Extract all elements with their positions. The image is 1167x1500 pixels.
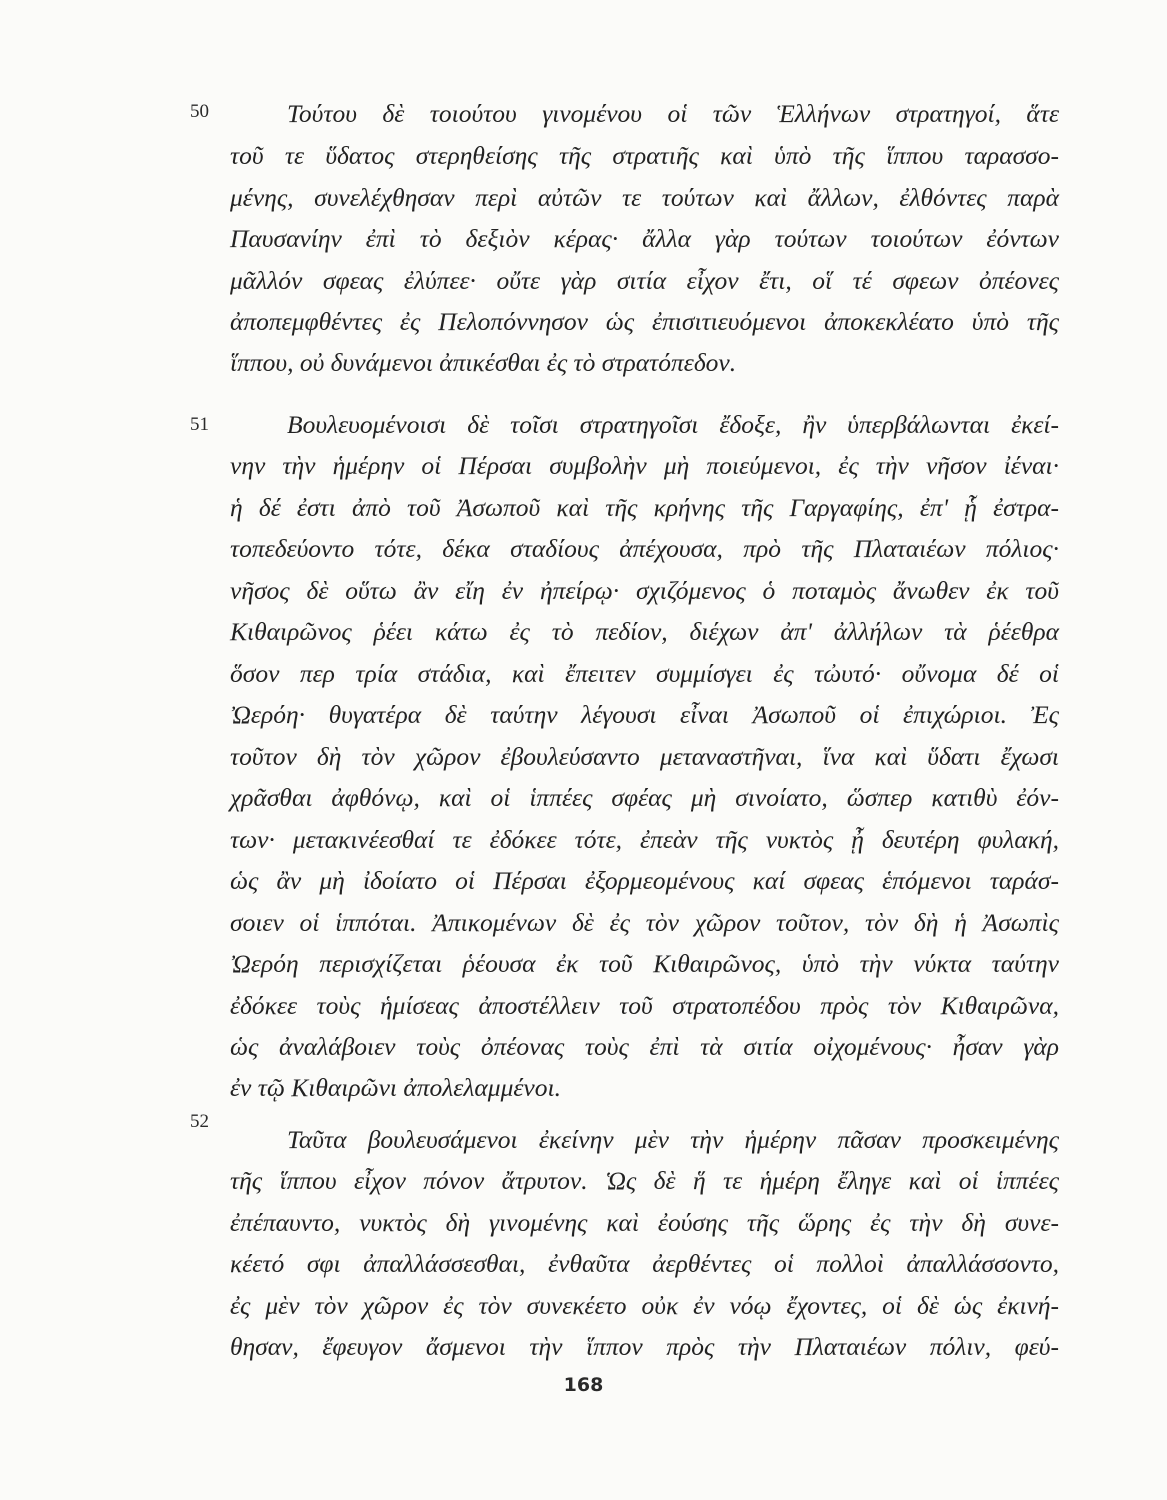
text-line: τοπεδεύοντο τότε, δέκα σταδίους ἀπέχουσα, πρὸ τῆς Πλαταιέων πόλιος·: [230, 534, 1059, 563]
text-line: ὡς ἀναλάβοιεν τοὺς ὀπέονας τοὺς ἐπὶ τὰ σιτία οἰχομένους· ἦσαν γὰρ: [230, 1032, 1059, 1061]
text-line: τοῦτον δὴ τὸν χῶρον ἐβουλεύσαντο μεταναστῆναι, ἵνα καὶ ὕδατι ἔχωσι: [230, 742, 1059, 771]
text-line: μᾶλλόν σφεας ἐλύπεε· οὔτε γὰρ σιτία εἶχον ἔτι, οἵ τέ σφεων ὀπέονες: [230, 266, 1059, 295]
text-line: μένης, συνελέχθησαν περὶ αὐτῶν τε τούτων καὶ ἄλλων, ἐλθόντες παρὰ: [230, 183, 1059, 212]
text-line: χρᾶσθαι ἀφθόνῳ, καὶ οἱ ἱππέες σφέας μὴ σινοίατο, ὥσπερ κατιθὺ ἐόν-: [230, 783, 1059, 812]
text-line: τοῦ τε ὕδατος στερηθείσης τῆς στρατιῆς καὶ ὑπὸ τῆς ἵππου ταρασσο-: [230, 141, 1059, 170]
section-number: 52: [190, 1111, 209, 1132]
text-line: θησαν, ἔφευγον ἄσμενοι τὴν ἵππον πρὸς τὴν Πλαταιέων πόλιν, φεύ-: [230, 1332, 1059, 1361]
text-line: νῆσος δὲ οὕτω ἂν εἴη ἐν ἠπείρῳ· σχιζόμενος ὁ ποταμὸς ἄνωθεν ἐκ τοῦ: [230, 576, 1059, 605]
text-line: ἀποπεμφθέντες ἐς Πελοπόννησον ὡς ἐπισιτιευόμενοι ἀποκεκλέατο ὑπὸ τῆς: [230, 307, 1059, 336]
text-line: Κιθαιρῶνος ῥέει κάτω ἐς τὸ πεδίον, διέχων ἀπ' ἀλλήλων τὰ ῥέεθρα: [230, 617, 1059, 646]
text-line: νην τὴν ἡμέρην οἱ Πέρσαι συμβολὴν μὴ ποιεύμενοι, ἐς τὴν νῆσον ἰέναι·: [230, 451, 1059, 480]
text-line: ἐπέπαυντο, νυκτὸς δὴ γινομένης καὶ ἐούσης τῆς ὥρης ἐς τὴν δὴ συνε-: [230, 1208, 1059, 1237]
text-line: ἐς μὲν τὸν χῶρον ἐς τὸν συνεκέετο οὐκ ἐν νόῳ ἔχοντες, οἱ δὲ ὡς ἐκινή-: [230, 1291, 1059, 1320]
text-line: Τούτου δὲ τοιούτου γινομένου οἱ τῶν Ἑλλήνων στρατηγοί, ἅτε: [287, 99, 1059, 128]
section-number: 50: [190, 101, 209, 122]
text-line: ἐδόκεε τοὺς ἡμίσεας ἀποστέλλειν τοῦ στρατοπέδου πρὸς τὸν Κιθαιρῶνα,: [230, 991, 1059, 1020]
text-line: κέετό σφι ἀπαλλάσσεσθαι, ἐνθαῦτα ἀερθέντες οἱ πολλοὶ ἀπαλλάσσοντο,: [230, 1249, 1059, 1278]
text-line: ἡ δέ ἐστι ἀπὸ τοῦ Ἀσωποῦ καὶ τῆς κρήνης τῆς Γαργαφίης, ἐπ' ᾗ ἐστρα-: [230, 493, 1059, 522]
text-line: Παυσανίην ἐπὶ τὸ δεξιὸν κέρας· ἄλλα γὰρ τούτων τοιούτων ἐόντων: [230, 224, 1059, 253]
text-line: ὡς ἂν μὴ ἰδοίατο οἱ Πέρσαι ἐξορμεομένους καί σφεας ἑπόμενοι ταράσ-: [230, 866, 1059, 895]
text-line: Ὠερόη περισχίζεται ῥέουσα ἐκ τοῦ Κιθαιρῶνος, ὑπὸ τὴν νύκτα ταύτην: [230, 949, 1059, 978]
text-line: τῆς ἵππου εἶχον πόνον ἄτρυτον. Ὡς δὲ ἥ τε ἡμέρη ἔληγε καὶ οἱ ἱππέες: [230, 1166, 1059, 1195]
text-line: Ταῦτα βουλευσάμενοι ἐκείνην μὲν τὴν ἡμέρην πᾶσαν προσκειμένης: [287, 1125, 1059, 1154]
text-line: ὅσον περ τρία στάδια, καὶ ἔπειτεν συμμίσγει ἐς τὠυτό· οὔνομα δέ οἱ: [230, 659, 1059, 688]
text-line: των· μετακινέεσθαί τε ἐδόκεε τότε, ἐπεὰν τῆς νυκτὸς ᾖ δευτέρη φυλακή,: [230, 825, 1059, 854]
text-line: σοιεν οἱ ἱππόται. Ἀπικομένων δὲ ἐς τὸν χῶρον τοῦτον, τὸν δὴ ἡ Ἀσωπὶς: [230, 908, 1059, 937]
text-line: Ὠερόη· θυγατέρα δὲ ταύτην λέγουσι εἶναι Ἀσωποῦ οἱ ἐπιχώριοι. Ἐς: [230, 700, 1059, 729]
text-line: Βουλευομένοισι δὲ τοῖσι στρατηγοῖσι ἔδοξε, ἢν ὑπερβάλωνται ἐκεί-: [287, 410, 1059, 439]
text-line: ἐν τῷ Κιθαιρῶνι ἀπολελαμμένοι.: [230, 1073, 561, 1102]
section-number: 51: [190, 414, 209, 435]
page-number: 168: [563, 1374, 604, 1396]
text-line: ἵππου, οὐ δυνάμενοι ἀπικέσθαι ἐς τὸ στρατόπεδον.: [230, 348, 737, 377]
